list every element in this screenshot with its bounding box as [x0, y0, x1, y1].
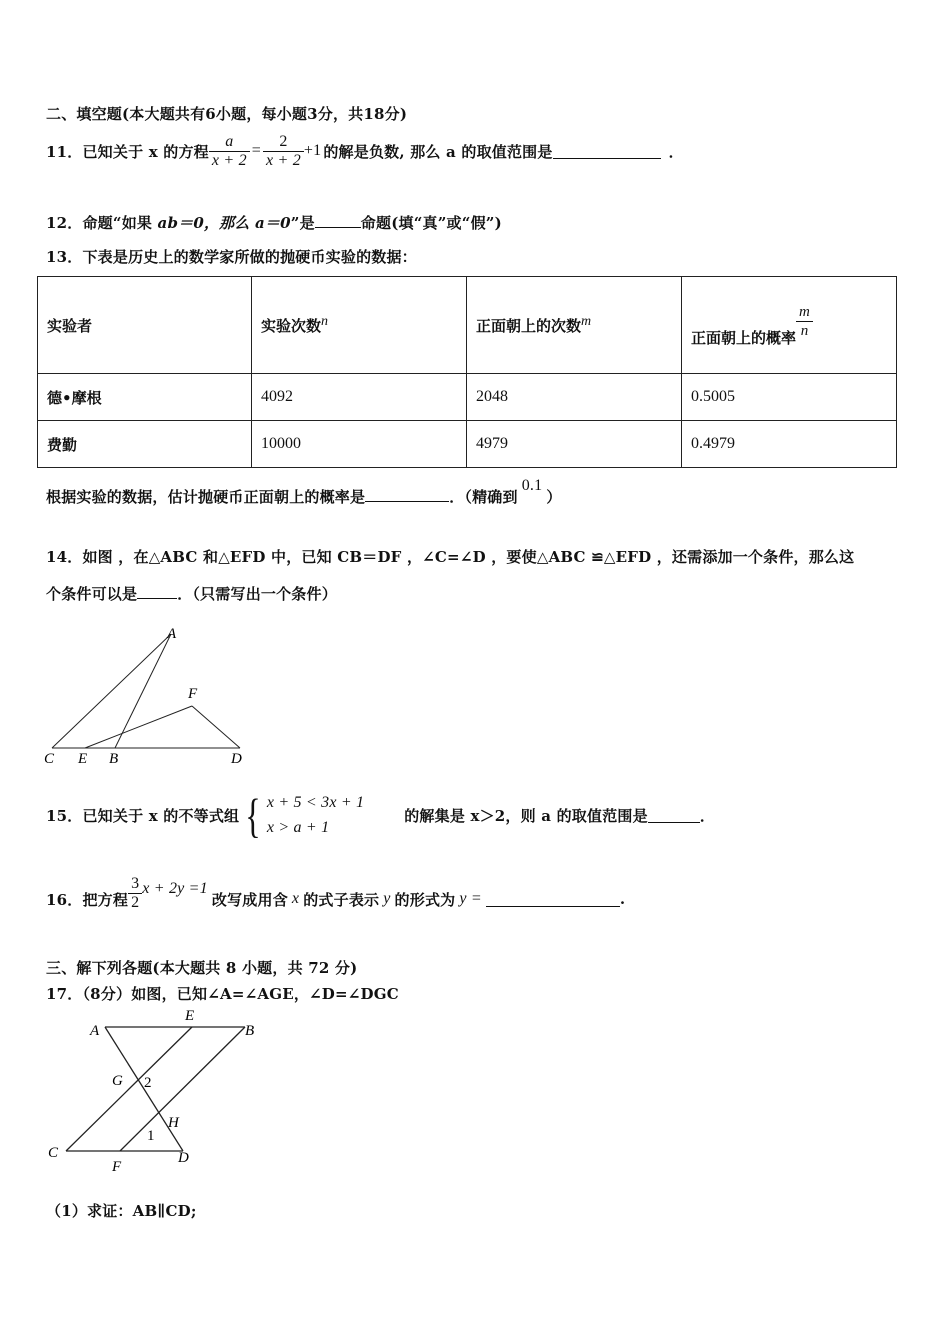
var-m: m [581, 314, 592, 329]
question-15 [46, 788, 715, 842]
label-H: H [168, 1115, 179, 1131]
label-E: E [78, 751, 88, 767]
q11-prefix: 11．已知关于 x 的方程 [46, 142, 209, 161]
label-A: A [167, 626, 177, 642]
line-ab [115, 634, 171, 748]
experimenter-cell: 费勤 [38, 421, 252, 468]
q13-followup [46, 477, 562, 507]
frac-denominator: n [796, 321, 813, 340]
table-header-row [38, 277, 897, 374]
q12-prefix: 12．命题“如果 [46, 214, 158, 232]
table-header-cell [467, 277, 682, 374]
section-heading: 三、解下列各题(本大题共 8 小题，共 72 分) [46, 959, 358, 977]
q16-mid2: 的式子表示 [303, 890, 380, 909]
header-label: 实验者 [47, 316, 93, 335]
q13-close: ） [546, 488, 562, 506]
q17-parallel-lines-figure [40, 1005, 270, 1175]
line-ce [66, 1027, 192, 1151]
q13-after-end: ．（精确到 [449, 488, 518, 506]
label-F: F [112, 1159, 122, 1175]
trials-cell: 4092 [252, 374, 467, 421]
experimenter-cell: 德•摩根 [38, 374, 252, 421]
probability-cell: 0.4979 [682, 421, 897, 468]
q11-equals: = [251, 142, 262, 159]
q15-end: ． [699, 806, 716, 825]
q15-prefix: 15．已知关于 x 的不等式组 [46, 806, 240, 825]
q14-answer-blank[interactable] [137, 584, 177, 599]
q14-triangle-figure [40, 620, 260, 770]
coin-toss-table [37, 276, 897, 468]
q16-prefix: 16．把方程 [46, 890, 129, 909]
q16-mid3: 的形式为 [394, 890, 456, 909]
label-C: C [44, 751, 55, 767]
label-G: G [112, 1073, 123, 1089]
q16-mid1: 改写成用含 [211, 890, 288, 909]
frac-denominator: x + 2 [209, 151, 250, 170]
label-B: B [109, 751, 119, 767]
probability-cell: 0.5005 [682, 374, 897, 421]
q16-y-equals: y = [459, 890, 482, 907]
line-ca [52, 634, 171, 748]
question-14-line-1: 14．如图 ，在△ABC 和△EFD 中，已知 CB＝DF ，∠C=∠D ，要使△ABC ≌△EFD ，还需添加一个条件，那么这 [46, 548, 855, 566]
q11-end: ． [668, 142, 684, 161]
question-13: 13．下表是历史上的数学家所做的抛硬币实验的数据： [46, 248, 417, 266]
table-header-cell [252, 277, 467, 374]
q13-precision: 0.1 [521, 477, 543, 494]
frac-denominator: x + 2 [263, 151, 304, 170]
table-row [38, 421, 897, 468]
q11-plus-one: +1 [303, 142, 322, 159]
table-header-cell [682, 277, 897, 374]
label-angle-1: 1 [147, 1128, 155, 1144]
frac-numerator: 3 [131, 874, 140, 892]
inequality-2: x > a + 1 [266, 819, 330, 836]
label-E: E [185, 1008, 195, 1024]
label-D: D [231, 751, 242, 767]
frac-numerator: a [225, 132, 234, 150]
label-F: F [188, 686, 198, 702]
header-label: 正面朝上的概率 [691, 328, 797, 347]
question-17: 17．（8分）如图，已知∠A=∠AGE，∠D=∠DGC [46, 985, 399, 1003]
q12-suffix: 命题(填“真”或“假”) [360, 214, 502, 232]
q11-suffix: 的解是负数, 那么 a 的取值范围是 [323, 142, 553, 161]
frac-numerator: m [799, 303, 810, 320]
q17-part-1: （1）求证：AB∥CD; [46, 1202, 197, 1220]
table-row [38, 374, 897, 421]
heads-cell: 4979 [467, 421, 682, 468]
q11-answer-blank[interactable] [553, 144, 661, 159]
question-14-line-2 [46, 583, 337, 604]
q16-fraction [128, 875, 142, 912]
header-label: 正面朝上的次数 [476, 317, 582, 335]
q14-line2-b: ．（只需写出一个条件） [177, 585, 337, 603]
question-11 [46, 124, 684, 178]
var-n: n [321, 314, 329, 329]
q13-answer-blank[interactable] [365, 487, 449, 502]
line-ef [85, 706, 192, 748]
header-label: 实验次数 [261, 317, 322, 335]
q14-line2-a: 个条件可以是 [46, 585, 138, 603]
q16-var-x: x [291, 890, 300, 907]
line-fb [120, 1027, 245, 1151]
section-heading: 二、填空题(本大题共有6小题，每小题3分，共18分) [46, 105, 408, 123]
q16-var-y: y [383, 890, 391, 907]
frac-denominator: 2 [128, 893, 142, 912]
probability-fraction [796, 303, 813, 340]
label-C: C [48, 1145, 59, 1161]
q12-answer-blank[interactable] [315, 213, 361, 228]
question-16 [46, 872, 625, 926]
q11-fraction-2 [263, 133, 304, 170]
q13-after-text: 根据实验的数据，估计抛硬币正面朝上的概率是 [46, 488, 366, 506]
label-D: D [178, 1150, 189, 1166]
q12-mid: ”是 [290, 214, 315, 232]
q16-equation: x + 2y =1 [142, 880, 208, 897]
q16-end: . [619, 890, 626, 908]
table-header-cell [38, 277, 252, 374]
trials-cell: 10000 [252, 421, 467, 468]
q15-answer-blank[interactable] [648, 808, 700, 823]
q15-system [267, 790, 364, 840]
question-12 [46, 212, 502, 233]
inequality-1: x + 5 < 3x + 1 [266, 794, 365, 811]
line-fd [192, 706, 240, 748]
brace-icon: { [245, 788, 261, 842]
q11-fraction-1 [209, 133, 250, 170]
label-B: B [245, 1023, 255, 1039]
label-A: A [90, 1023, 100, 1039]
q15-suffix: 的解集是 x＞2，则 a 的取值范围是 [404, 806, 648, 825]
q16-answer-blank[interactable] [486, 892, 620, 907]
heads-cell: 2048 [467, 374, 682, 421]
label-angle-2: 2 [144, 1075, 152, 1091]
frac-numerator: 2 [279, 132, 288, 150]
q12-condition: ab＝0，那么 a＝0 [157, 214, 291, 232]
